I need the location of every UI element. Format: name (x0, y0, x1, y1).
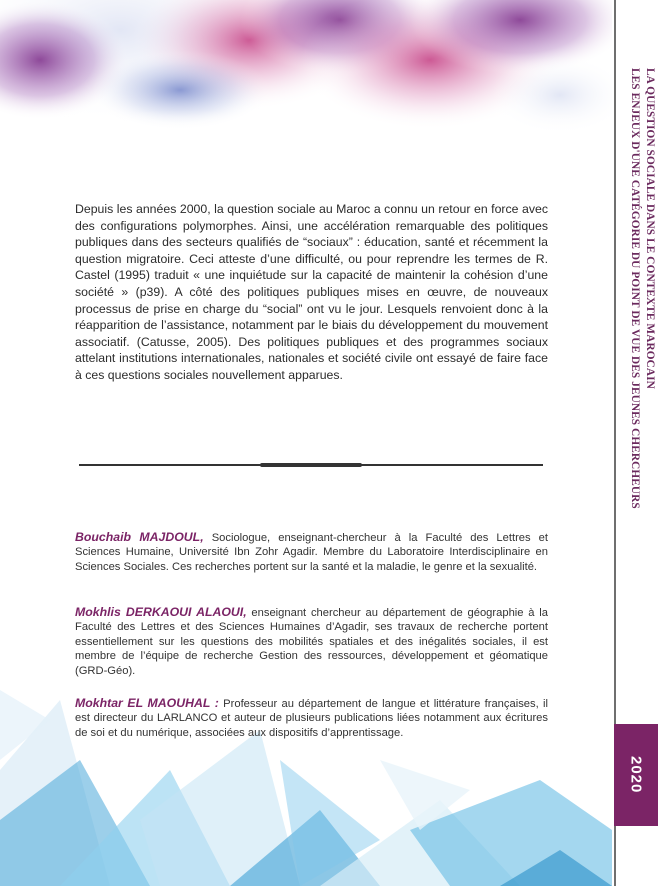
author-name: Mokhtar EL MAOUHAL : (75, 696, 219, 710)
section-divider-accent (260, 463, 362, 467)
author-name: Bouchaib MAJDOUL, (75, 530, 204, 544)
author-bio (75, 605, 548, 678)
author-description: enseignant chercheur au département de géographie à la Faculté des Lettres et des Sciences Humaines d’Agadir, ses travaux de recherche portent essentiellement sur les questions des mobilités spatiales et des inégalités sociales, il est membre de l’équipe de recherche Gestion des ressources, développement et géomatique (GRD-Géo). (75, 607, 548, 677)
spine-title-line-1: LA QUESTION SOCIALE DANS LE CONTEXTE MAROCAIN (644, 68, 656, 389)
spine-title-line-2: LES ENJEUX D'UNE CATÉGORIE DU POINT DE VUE DES JEUNES CHERCHEURS (629, 68, 641, 509)
intro-paragraph: Depuis les années 2000, la question sociale au Maroc a connu un retour en force avec des configurations polymorphes. Ainsi, une accélération remarquable des politiques publiques dans des secteurs qualifiés de “sociaux” : éducation, santé et récemment la question migratoire. Ceci atteste d’une difficulté, ou pour reprendre les termes de R. Castel (1995) traduit « une inquiétude sur la capacité de maintenir la cohésion d’une société » (p39). A côté des politiques publiques mises en œuvre, de nouveaux processus de prise en charge du “social” ont vu le jour. Lesquels renvoient donc à la réapparition de l’assistance, notamment par le biais du développement du mouvement associatif. (Catusse, 2005). Des politiques publiques et des programmes sociaux attelant institutions internationales, nationales et société civile ont essayé de faire face à ces questions sociales nouvellement apparues. (75, 202, 548, 382)
year-label: 2020 (627, 756, 645, 794)
author-name: Mokhlis DERKAOUI ALAOUI, (75, 605, 247, 619)
author-description: Sociologue, enseignant-chercheur à la Faculté des Lettres et Sciences Humaine, Université Ibn Zohr Agadir. Membre du Laboratoire Interdisciplinaire en Sciences Sociales. Ces recherches portent sur la santé et la maladie, le genre et la sexualité. (75, 532, 549, 573)
spine-title (617, 68, 657, 568)
author-description: Professeur au département de langue et littérature françaises, il est directeur du LARLANCO et auteur de plusieurs publications liées notamment aux écritures de soi et du numérique, associées aux dispositifs d’apprentissage. (75, 698, 548, 739)
author-bio (75, 696, 548, 740)
author-bio (75, 530, 548, 574)
